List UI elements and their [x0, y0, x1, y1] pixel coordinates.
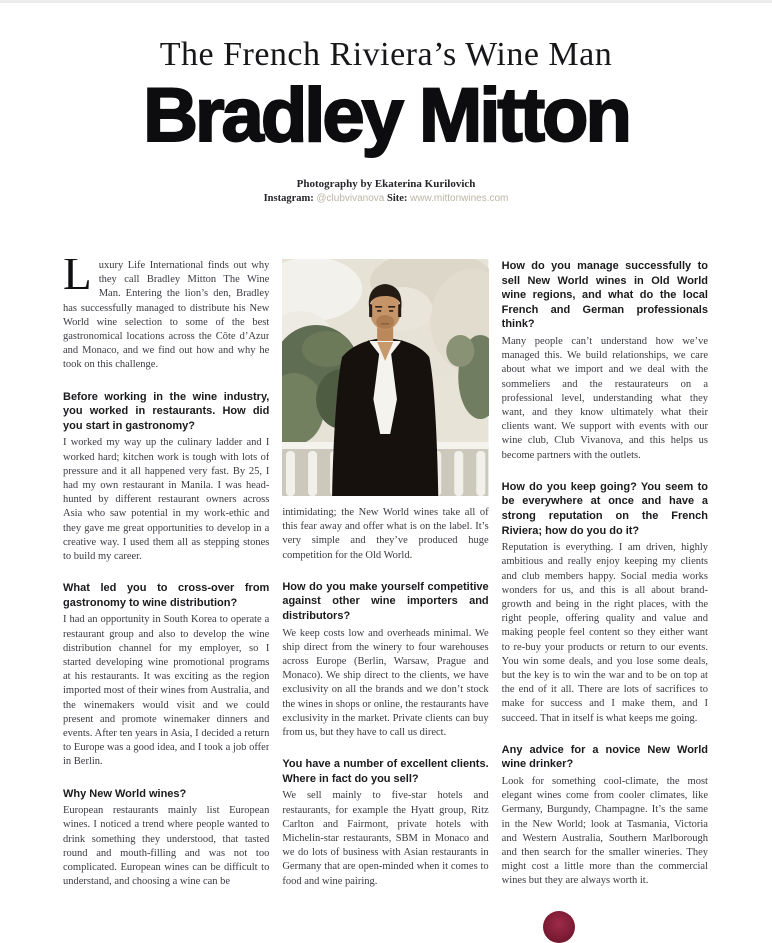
answer-old-world-regions: Many people can’t understand how we’ve managed this. We build relationships, we care about what we import and we deal with the sommeliers and the restaurateurs on a professional level, understanding what they want, and they know ultimately what their clients want. We support with events with our wine club, Club Vivanova, and this helps us become partners with the outlets.: [501, 335, 708, 461]
question-competitive: How do you make yourself competitive against other wine importers and distributors?: [282, 580, 489, 622]
intro-paragraph: [63, 259, 269, 373]
answer-crossover: I had an opportunity in South Korea to operate a restaurant group and also to develop the wine distribution channel for my employer, so I started developing wine promotional programs at his restaurants. It was exciting as the region imported most of their wines from Australia, and the winemakers would visit and we could present and promote winemaker dinners and events. After ten years in Asia, I decided a return to Europe was a good idea, and I took a job offer in Berlin.: [63, 614, 270, 768]
question-gastronomy-start: Before working in the wine industry, you worked in restaurants. How did you start in gastronomy?: [63, 390, 270, 432]
answer-gastronomy-start: I worked my way up the culinary ladder and I worked hard; kitchen work is tough with lots of pressure and it all happened very fast. By 25, I had my own restaurant in Manila. I was head-hunted by different restaurant owners across Asia who saw potential in my work-ethic and they gave me great opportunities to develop in a creative way. I used them all as stepping stones to build my career.: [63, 437, 270, 563]
answer-novice-advice: Look for something cool-climate, the most elegant wines come from cooler climates, like Germany, Burgundy, Champagne. It’s the same in the New World; look at Tasmania, Victoria and Western Australia, Southern Marlborough and then search for the smaller wineries. They might cost a little more than the commercial wines but they are always worth it.: [501, 776, 708, 887]
answer-clients: We sell mainly to five-star hotels and restaurants, for example the Hyatt group, Ritz Carlton and Fairmont, private hotels with Michelin-star restaurants, SBM in Monaco and we do lots of business with Asian restaurants in Germany that are open-minded when it comes to food and wine pairing.: [282, 790, 489, 887]
answer-why-new-world-continued: intimidating; the New World wines take all of this fear away and offer what is on the label. It’s very simple and they’ve produced huge competition for the Old World.: [282, 507, 489, 561]
portrait-photo: [282, 259, 488, 496]
question-keep-going: How do you keep going? You seem to be everywhere at once and have a strong reputation on the French Riviera; how do you do it?: [501, 480, 708, 537]
question-novice-advice: Any advice for a novice New World wine drinker?: [501, 743, 708, 771]
column-3: [502, 259, 708, 922]
photography-credit: Photography by Ekaterina Kurilovich: [296, 178, 476, 190]
social-line: [0, 193, 772, 204]
answer-why-new-world: European restaurants mainly list European wines. I noticed a trend where people wanted to drink something they understood, that tasted round and mouth-filling and was not too complicated. European wines can be difficult to understand, and choosing a wine can be: [63, 805, 270, 888]
question-clients: You have a number of excellent clients. Where in fact do you sell?: [282, 758, 489, 785]
website-link[interactable]: www.mittonwines.com: [410, 193, 509, 204]
column-1: [63, 259, 269, 922]
site-label: Site:: [386, 193, 408, 204]
instagram-label: Instagram:: [263, 193, 314, 204]
instagram-handle-link[interactable]: @clubvivanova: [316, 193, 385, 204]
article-columns: [63, 259, 708, 922]
article-title: Bradley Mitton: [143, 73, 629, 158]
article-kicker: The French Riviera’s Wine Man: [159, 36, 613, 73]
answer-keep-going: Reputation is everything. I am driven, highly ambitious and really enjoy keeping my clients and club members happy. Social media works wonders for us, and this is all about brand-growth and being in the right places, with the right people, offering quality and value and making people feel content so they either want to re-buy your products or return to our events. You win some deals, and you lose some deals, but the key is to win the war and to be on top at the end of it all. There are lots of sacrifices to make for success and I make them, and I succeed. That in itself is what keeps me going.: [501, 542, 708, 724]
answer-competitive: We keep costs low and overheads minimal. We ship direct from the winery to four warehouses across Europe (Berlin, Warsaw, Prague and Monaco). We ship direct to the clients, we have exclusivity on all the brands and we don’t stock the wines in shops or online, the restaurants have exclusivity in the market. Private clients can buy from us, but they have to call us direct.: [282, 627, 489, 739]
portrait-photo-illustration: [282, 259, 488, 496]
wine-club-logo-partial: [543, 911, 575, 943]
drop-cap: L: [63, 259, 92, 300]
question-crossover: What led you to cross-over from gastronomy to wine distribution?: [63, 582, 270, 609]
intro-text: uxury Life International finds out why they call Bradley Mitton The Wine Man. Entering the lion’s den, Bradley has successfully managed to distribute his New World wine selection to some of the best gastronomical locations across the Côte d’Azur and Monaco, and we find out how and why he took on this challenge.: [63, 260, 270, 371]
column-2: [282, 259, 488, 922]
question-why-new-world: Why New World wines?: [63, 787, 187, 800]
question-old-world-regions: How do you manage successfully to sell New World wines in Old World wine regions, and what do the local French and German professionals think?: [501, 260, 708, 331]
